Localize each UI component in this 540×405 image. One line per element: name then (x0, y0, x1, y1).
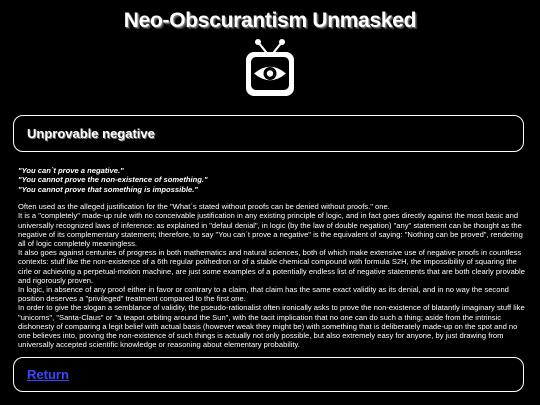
section-title: Unprovable negative (27, 126, 155, 141)
quote-line: "You cannot prove that something is impossible." (18, 184, 198, 194)
paragraph: In order to give the slogan a semblance of validity, the pseudo-rationalist often ironically asks to prove the non-existence of blatantly imaginary stuff like "unicorns", "Santa-Claus" or "a teapot orbiting around the Sun", with the tacit implication that no one can do such a thing; aside from the intrinsic dishonesty of comparing a legit belief with actual basis (however weak they might be) with something that is deliberately made-up on the spot and no one believes into, proving the non-existence of such things is actually not only possible, but also extremely easy for anyone, by just drawing from universally accepted scientific knowledge or reasoning about elementary probability. (18, 303, 525, 350)
quote-line: "You cannot prove the non-existence of something." (18, 175, 208, 185)
paragraph: It also goes against centuries of progress in both mathematics and natural sciences, both of which make extensive use of negative proofs in countless contexts: stuff like the non-existence of a 6th regular polihedron or of a stable chemical compound with formula S2H, the impossibility of squaring the cirle or achieving a perpetual-motion machine, are just some examples of a potentially endless list of negative statements that are both clearly provable and rigorously proven. (18, 248, 525, 285)
quote-block (18, 166, 526, 194)
site-title: Neo-Obscurantism Unmasked (123, 9, 417, 32)
paragraph: Often used as the alleged justification for the "What´s stated without proofs can be denied without proofs." one. (18, 202, 390, 212)
return-link[interactable]: Return (27, 367, 69, 382)
tv-eye-icon (244, 38, 296, 100)
quote-line: "You can`t prove a negative." (18, 166, 124, 175)
return-box (13, 357, 524, 392)
article-content (18, 166, 526, 349)
paragraph: In logic, in absence of any proof either in favor or contrary to a claim, that claim has the same exact validity as its denial, and in no way the second position deserves a "privileged" treatment compared to the first one. (18, 285, 509, 304)
paragraph: It is a "completely" made-up rule with no conceivable justification in any existing principle of logic, and in fact goes directly against the most basic and universally recognized laws of inference: as explained in "defaul denial", in logic (by the law of double negation) "any" statement can be thought as the negative of its complementary statement; therefore, to say "You can´t prove a negative" is the equivalent of saying: "Nothing can be proved", rendering all of logic completely meaningless. (18, 211, 523, 249)
section-header-box (13, 115, 524, 152)
